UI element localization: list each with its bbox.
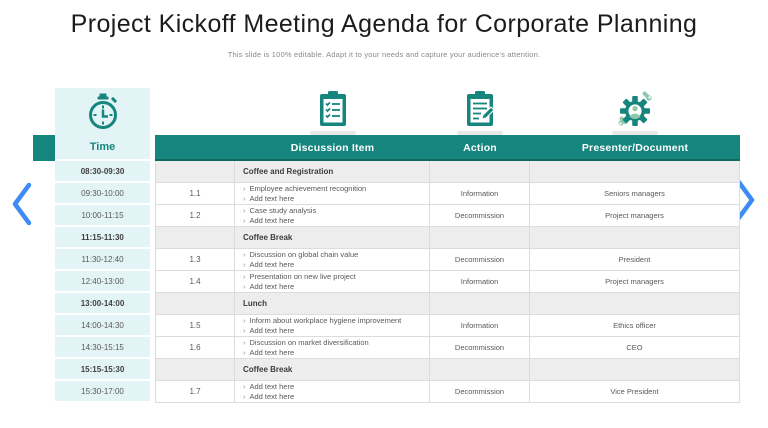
column-header-time: Time bbox=[55, 135, 150, 161]
bullet-icon: › bbox=[243, 193, 246, 203]
section-empty-action bbox=[430, 359, 530, 381]
discussion-point-text: Case study analysis bbox=[249, 206, 317, 215]
discussion-point-text: Add text here bbox=[249, 325, 295, 335]
presenter-cell: Vice President bbox=[530, 381, 740, 403]
bullet-icon: › bbox=[243, 250, 246, 259]
discussion-point bbox=[243, 326, 294, 336]
discussion-point bbox=[243, 194, 294, 204]
time-cell: 15:30-17:00 bbox=[55, 381, 150, 403]
time-cell: 15:15-15:30 bbox=[55, 359, 150, 381]
discussion-point-text: Add text here bbox=[249, 259, 295, 269]
clipboard-pencil-icon bbox=[464, 90, 496, 128]
action-cell: Information bbox=[430, 271, 530, 293]
bullet-icon: › bbox=[243, 391, 246, 401]
section-empty-num bbox=[155, 161, 235, 183]
item-number: 1.2 bbox=[155, 205, 235, 227]
column-header-presenter: Presenter/Document bbox=[581, 142, 689, 154]
discussion-points bbox=[235, 249, 430, 271]
time-icon-box bbox=[55, 88, 150, 135]
discussion-point-text: Discussion on global chain value bbox=[249, 250, 359, 259]
bullet-icon: › bbox=[243, 272, 246, 281]
discussion-icon-box bbox=[235, 88, 430, 135]
discussion-point-text: Presentation on new live project bbox=[249, 272, 356, 281]
item-number: 1.7 bbox=[155, 381, 235, 403]
discussion-point bbox=[243, 250, 358, 260]
discussion-points bbox=[235, 381, 430, 403]
action-cell: Decommission bbox=[430, 205, 530, 227]
time-cell: 11:30-12:40 bbox=[55, 249, 150, 271]
section-empty-presenter bbox=[530, 161, 740, 183]
item-number: 1.5 bbox=[155, 315, 235, 337]
discussion-points bbox=[235, 205, 430, 227]
presenter-cell: Project managers bbox=[530, 205, 740, 227]
action-cell: Information bbox=[430, 315, 530, 337]
discussion-point-text: Employee achievement recognition bbox=[249, 184, 367, 193]
stopwatch-icon bbox=[85, 93, 121, 131]
bullet-icon: › bbox=[243, 382, 246, 391]
bullet-icon: › bbox=[243, 259, 246, 269]
time-cell: 09:30-10:00 bbox=[55, 183, 150, 205]
bullet-icon: › bbox=[243, 316, 246, 325]
clipboard-checklist-icon bbox=[317, 90, 349, 128]
bullet-icon: › bbox=[243, 184, 246, 193]
section-empty-num bbox=[155, 227, 235, 249]
discussion-point-text: Add text here bbox=[249, 347, 295, 357]
time-cell: 11:15-11:30 bbox=[55, 227, 150, 249]
time-cell: 08:30-09:30 bbox=[55, 161, 150, 183]
header-left-block bbox=[33, 135, 55, 161]
discussion-points bbox=[235, 337, 430, 359]
time-cell: 10:00-11:15 bbox=[55, 205, 150, 227]
presenter-cell: Seniors managers bbox=[530, 183, 740, 205]
presenter-cell: CEO bbox=[530, 337, 740, 359]
item-number: 1.6 bbox=[155, 337, 235, 359]
bullet-icon: › bbox=[243, 347, 246, 357]
action-cell: Decommission bbox=[430, 249, 530, 271]
discussion-point bbox=[243, 382, 294, 392]
slide-subtitle: This slide is 100% editable. Adapt it to your needs and capture your audience's attention. bbox=[227, 50, 541, 59]
bullet-icon: › bbox=[243, 281, 246, 291]
discussion-point bbox=[243, 338, 369, 348]
section-title: Coffee Break bbox=[235, 359, 430, 381]
discussion-point-text: Add text here bbox=[249, 382, 295, 391]
discussion-point bbox=[243, 392, 294, 402]
column-header-discussion: Discussion Item bbox=[290, 142, 375, 154]
discussion-point-text: Discussion on market diversification bbox=[249, 338, 369, 347]
time-cell: 13:00-14:00 bbox=[55, 293, 150, 315]
discussion-point-text: Add text here bbox=[249, 281, 295, 291]
bullet-icon: › bbox=[243, 215, 246, 225]
presenter-cell: Project managers bbox=[530, 271, 740, 293]
discussion-point bbox=[243, 348, 294, 358]
gear-person-icon bbox=[615, 90, 655, 128]
bullet-icon: › bbox=[243, 338, 246, 347]
section-empty-num bbox=[155, 359, 235, 381]
action-cell: Information bbox=[430, 183, 530, 205]
discussion-point-text: Add text here bbox=[249, 215, 295, 225]
item-number: 1.4 bbox=[155, 271, 235, 293]
section-title: Coffee Break bbox=[235, 227, 430, 249]
slide-title: Project Kickoff Meeting Agenda for Corporate Planning bbox=[70, 10, 698, 38]
time-cell: 12:40-13:00 bbox=[55, 271, 150, 293]
action-cell: Decommission bbox=[430, 337, 530, 359]
presenter-icon-box bbox=[530, 88, 740, 135]
section-title: Lunch bbox=[235, 293, 430, 315]
discussion-points bbox=[235, 183, 430, 205]
discussion-point bbox=[243, 216, 294, 226]
presenter-cell: Ethics officer bbox=[530, 315, 740, 337]
section-empty-action bbox=[430, 227, 530, 249]
chevron-left-icon[interactable] bbox=[9, 180, 35, 228]
bullet-icon: › bbox=[243, 206, 246, 215]
discussion-point bbox=[243, 184, 366, 194]
discussion-points bbox=[235, 315, 430, 337]
column-header-action: Action bbox=[463, 142, 497, 154]
discussion-point-text: Add text here bbox=[249, 193, 295, 203]
section-empty-num bbox=[155, 293, 235, 315]
discussion-points bbox=[235, 271, 430, 293]
item-number: 1.1 bbox=[155, 183, 235, 205]
section-title: Coffee and Registration bbox=[235, 161, 430, 183]
section-empty-presenter bbox=[530, 227, 740, 249]
time-cell: 14:30-15:15 bbox=[55, 337, 150, 359]
section-empty-presenter bbox=[530, 359, 740, 381]
section-empty-presenter bbox=[530, 293, 740, 315]
section-empty-action bbox=[430, 293, 530, 315]
time-cell: 14:00-14:30 bbox=[55, 315, 150, 337]
bullet-icon: › bbox=[243, 325, 246, 335]
item-number: 1.3 bbox=[155, 249, 235, 271]
discussion-point-text: Inform about workplace hygiene improvement bbox=[249, 316, 402, 325]
discussion-point bbox=[243, 272, 356, 282]
discussion-point bbox=[243, 260, 294, 270]
discussion-point bbox=[243, 282, 294, 292]
section-empty-action bbox=[430, 161, 530, 183]
presenter-cell: President bbox=[530, 249, 740, 271]
discussion-point bbox=[243, 316, 401, 326]
agenda-table bbox=[33, 88, 740, 403]
action-cell: Decommission bbox=[430, 381, 530, 403]
discussion-point-text: Add text here bbox=[249, 391, 295, 401]
discussion-point bbox=[243, 206, 316, 216]
action-icon-box bbox=[430, 88, 530, 135]
